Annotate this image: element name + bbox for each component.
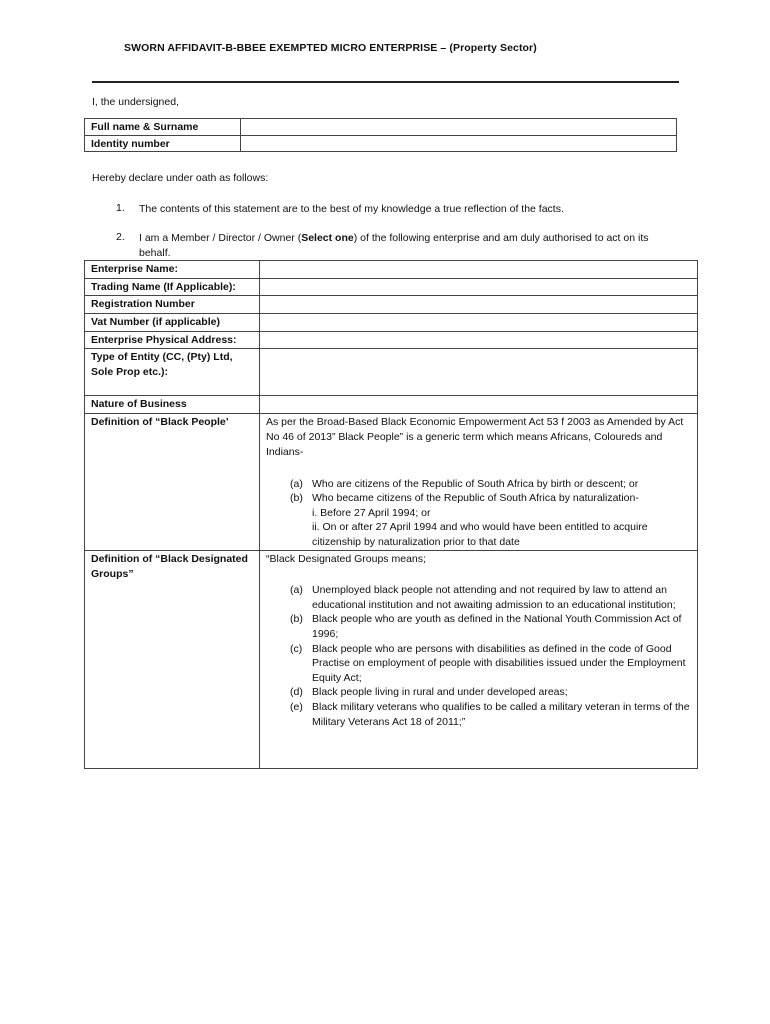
table-row <box>85 119 677 136</box>
identity-number-field[interactable] <box>241 135 677 152</box>
table-row <box>85 396 698 414</box>
title-divider <box>92 81 679 83</box>
sub-item: ii. On or after 27 April 1994 and who would have been entitled to acquire citizenship by naturalization prior to that date <box>312 521 648 548</box>
list-item-text: Black people who are persons with disabilities as defined in the code of Good Practise on employment of people with disabilities issued under the Employment Equity Act; <box>312 642 686 684</box>
declaration-text: Hereby declare under oath as follows: <box>92 172 269 184</box>
entity-type-label: Type of Entity (CC, (Pty) Ltd, Sole Prop etc.): <box>85 349 260 396</box>
nature-of-business-field[interactable] <box>260 396 698 414</box>
statement-text <box>139 231 679 261</box>
statement-text-part: ) of the following enterprise and am duly authorised to act on its behalf. <box>139 232 649 259</box>
physical-address-field[interactable] <box>260 332 698 349</box>
identity-number-label: Identity number <box>85 135 241 152</box>
list-marker: (b) <box>290 492 303 505</box>
enterprise-table <box>84 260 698 769</box>
entity-type-field[interactable] <box>260 349 698 396</box>
black-people-definition <box>260 414 698 551</box>
list-item <box>266 612 691 641</box>
black-people-list <box>266 477 691 550</box>
black-people-intro: As per the Broad-Based Black Economic Empowerment Act 53 f 2003 as Amended by Act No 46 of 2013” Black People” is a generic term which means Africans, Coloureds and Indians- <box>266 416 684 459</box>
statement-text-part: I am a Member / Director / Owner ( <box>139 232 302 244</box>
list-item <box>266 700 691 729</box>
list-item-text: Unemployed black people not attending and not required by law to attend an educational institution and not awaiting admission to an educational institution; <box>312 584 676 611</box>
vat-number-field[interactable] <box>260 314 698 332</box>
list-marker: (b) <box>290 613 303 626</box>
designated-groups-definition <box>260 551 698 769</box>
designated-groups-label: Definition of “Black Designated Groups” <box>85 551 260 769</box>
list-marker: (c) <box>290 642 303 655</box>
list-item-text: Who became citizens of the Republic of South Africa by naturalization- <box>312 492 639 505</box>
statement-number: 2. <box>116 231 125 243</box>
sub-item: i. Before 27 April 1994; or <box>312 506 431 519</box>
table-row <box>85 261 698 279</box>
table-row <box>85 279 698 296</box>
vat-number-label: Vat Number (if applicable) <box>85 314 260 332</box>
list-item <box>266 685 691 700</box>
physical-address-label: Enterprise Physical Address: <box>85 332 260 349</box>
list-item <box>266 583 691 612</box>
list-marker: (d) <box>290 686 303 699</box>
statement-text: The contents of this statement are to the best of my knowledge a true reflection of the facts. <box>139 203 564 215</box>
full-name-field[interactable] <box>241 119 677 136</box>
select-one-emphasis: Select one <box>301 232 354 244</box>
statement-number: 1. <box>116 202 125 214</box>
list-item <box>266 477 691 492</box>
table-row <box>85 332 698 349</box>
table-row <box>85 135 677 152</box>
list-item-text: Who are citizens of the Republic of South Africa by birth or descent; or <box>312 477 639 490</box>
list-item <box>266 491 691 549</box>
designated-groups-intro: “Black Designated Groups means; <box>266 553 426 565</box>
registration-number-label: Registration Number <box>85 296 260 314</box>
table-row <box>85 314 698 332</box>
identity-table <box>84 118 677 152</box>
trading-name-field[interactable] <box>260 279 698 296</box>
trading-name-label: Trading Name (If Applicable): <box>85 279 260 296</box>
table-row <box>85 414 698 551</box>
black-people-label: Definition of “Black People’ <box>85 414 260 551</box>
document-title: SWORN AFFIDAVIT-B-BBEE EXEMPTED MICRO ENTERPRISE – (Property Sector) <box>124 42 537 54</box>
list-item-text: Black people living in rural and under developed areas; <box>312 686 568 699</box>
list-marker: (e) <box>290 700 303 713</box>
list-marker: (a) <box>290 477 303 490</box>
full-name-label: Full name & Surname <box>85 119 241 136</box>
list-item-text: Black people who are youth as defined in the National Youth Commission Act of 1996; <box>312 613 682 640</box>
designated-groups-list <box>266 583 691 729</box>
list-item-text: Black military veterans who qualifies to be called a military veteran in terms of the Military Veterans Act 18 of 2011;” <box>312 700 690 728</box>
list-item <box>266 642 691 686</box>
registration-number-field[interactable] <box>260 296 698 314</box>
intro-text: I, the undersigned, <box>92 96 179 108</box>
table-row <box>85 349 698 396</box>
enterprise-name-field[interactable] <box>260 261 698 279</box>
list-marker: (a) <box>290 584 303 597</box>
table-row <box>85 551 698 769</box>
enterprise-name-label: Enterprise Name: <box>85 261 260 279</box>
table-row <box>85 296 698 314</box>
nature-of-business-label: Nature of Business <box>85 396 260 414</box>
